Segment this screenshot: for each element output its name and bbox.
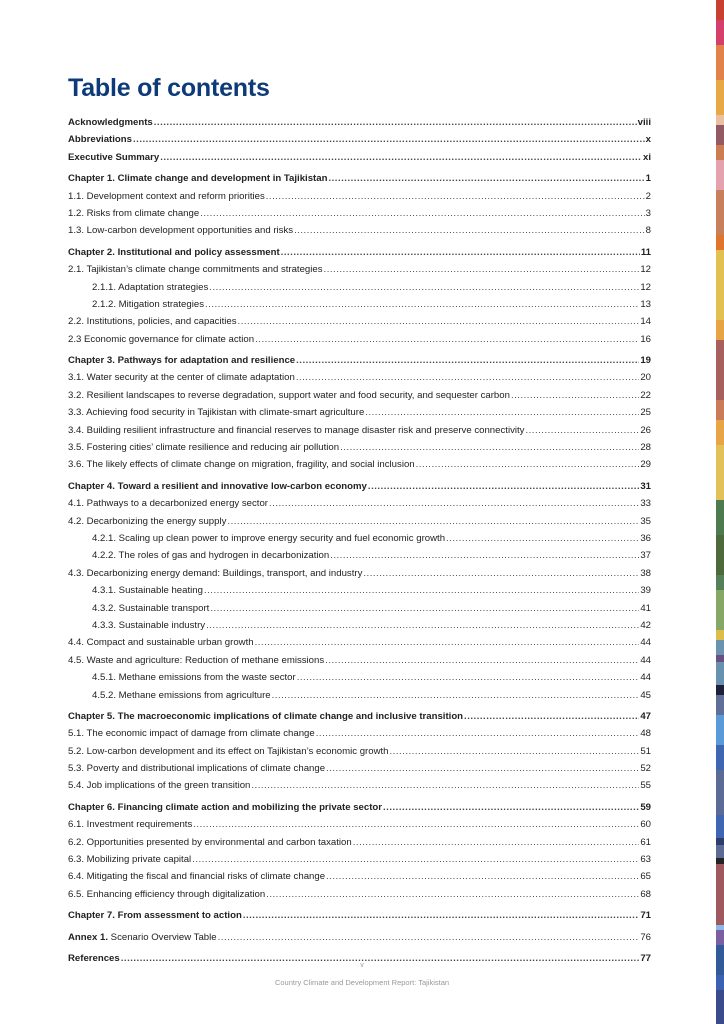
toc-entry[interactable]: [68, 331, 651, 348]
toc-entry-label: 1.1. Development context and reform priorities: [68, 190, 265, 202]
toc-entry-label: 4.5.1. Methane emissions from the waste sector: [92, 672, 296, 684]
strip-segment: [716, 815, 724, 838]
strip-segment: [716, 160, 724, 190]
toc-entry-label: 4.2.2. The roles of gas and hydrogen in decarbonization: [92, 550, 330, 562]
dot-leader: [296, 369, 640, 386]
strip-segment: [716, 575, 724, 590]
dot-leader: [464, 708, 639, 725]
toc-entry[interactable]: [68, 652, 651, 669]
strip-segment: [716, 590, 724, 630]
footer-report-title: Country Climate and Development Report: Tajikistan: [274, 978, 450, 987]
toc-entry-label: 4.3.1. Sustainable heating: [92, 585, 203, 597]
toc-entry[interactable]: [68, 352, 651, 369]
dot-leader: [272, 687, 640, 704]
strip-segment: [716, 115, 724, 125]
toc-entry-label: 5.4. Job implications of the green transition: [68, 780, 251, 792]
toc-entry-label: [68, 929, 217, 946]
dot-leader: [200, 205, 644, 222]
toc-entry-page: 25: [640, 407, 651, 419]
toc-entry-page: 65: [640, 871, 651, 883]
toc-entry-label: 6.2. Opportunities presented by environmental and carbon taxation: [68, 836, 352, 848]
dot-leader: [390, 743, 640, 760]
toc-entry[interactable]: [68, 907, 651, 924]
toc-entry-label: 2.3 Economic governance for climate action: [68, 333, 255, 345]
toc-entry-label: 4.1. Pathways to a decarbonized energy sector: [68, 498, 268, 510]
toc-entry-page: 35: [640, 515, 651, 527]
strip-segment: [716, 695, 724, 715]
toc-entry-label: 4.2. Decarbonizing the energy supply: [68, 515, 227, 527]
strip-segment: [716, 445, 724, 500]
toc-entry-page: xi: [642, 151, 651, 163]
toc-entry-label: 6.5. Enhancing efficiency through digitalization: [68, 888, 266, 900]
toc-entry[interactable]: [68, 760, 651, 777]
dot-leader: [266, 188, 645, 205]
toc-entry-page: 47: [640, 710, 651, 722]
toc-entry[interactable]: [68, 387, 651, 404]
toc-entry-page: 55: [640, 780, 651, 792]
toc-entry-page: 63: [640, 854, 651, 866]
toc-entry[interactable]: [68, 777, 651, 794]
dot-leader: [255, 331, 639, 348]
toc-entry-page: 61: [640, 836, 651, 848]
toc-entry-page: 22: [640, 389, 651, 401]
strip-segment: [716, 630, 724, 640]
toc-entry[interactable]: [68, 279, 651, 296]
strip-segment: [716, 640, 724, 655]
decorative-color-strip: [716, 0, 724, 1024]
toc-entry[interactable]: [68, 222, 651, 239]
strip-segment: [716, 745, 724, 770]
strip-segment: [716, 838, 724, 845]
toc-entry-page: 13: [640, 298, 651, 310]
toc-entry-page: 41: [640, 602, 651, 614]
toc-entry[interactable]: [68, 617, 651, 634]
toc-entry[interactable]: [68, 669, 651, 686]
toc-entry-page: 42: [640, 619, 651, 631]
strip-segment: [716, 45, 724, 80]
dot-leader: [251, 777, 639, 794]
toc-entry-page: 31: [640, 480, 651, 492]
toc-entry[interactable]: [68, 799, 651, 816]
toc-entry-label: 3.5. Fostering cities’ climate resilience and reducing air pollution: [68, 442, 340, 454]
dot-leader: [192, 851, 639, 868]
strip-segment: [716, 20, 724, 45]
toc-entry-page: 44: [640, 637, 651, 649]
annex-title: Scenario Overview Table: [108, 931, 217, 943]
strip-segment: [716, 0, 724, 20]
dot-leader: [206, 617, 639, 634]
strip-segment: [716, 864, 724, 925]
strip-segment: [716, 190, 724, 235]
strip-segment: [716, 250, 724, 320]
toc-entry-label: 1.3. Low-carbon development opportunities and risks: [68, 225, 294, 237]
toc-entry-page: 59: [640, 801, 651, 813]
toc-entry-page: 33: [640, 498, 651, 510]
toc-entry-label: 5.3. Poverty and distributional implications of climate change: [68, 763, 326, 775]
dot-leader: [383, 799, 639, 816]
toc-entry[interactable]: [68, 456, 651, 473]
strip-segment: [716, 420, 724, 445]
toc-entry-label: 6.3. Mobilizing private capital: [68, 854, 192, 866]
toc-entry[interactable]: [68, 313, 651, 330]
toc-entry-label: 3.3. Achieving food security in Tajikistan with climate-smart agriculture: [68, 407, 365, 419]
dot-leader: [269, 495, 639, 512]
toc-entry[interactable]: [68, 582, 651, 599]
toc-entry-label: 2.1.1. Adaptation strategies: [92, 281, 209, 293]
toc-entry[interactable]: [68, 188, 651, 205]
strip-segment: [716, 80, 724, 115]
footer-page-number: v: [360, 962, 364, 969]
dot-leader: [266, 886, 639, 903]
dot-leader: [365, 404, 639, 421]
dot-leader: [363, 565, 639, 582]
toc-entry[interactable]: [68, 170, 651, 187]
toc-entry[interactable]: [68, 149, 651, 166]
strip-segment: [716, 990, 724, 1024]
strip-segment: [716, 770, 724, 815]
toc-entry-page: 51: [640, 745, 651, 757]
toc-entry-page: 20: [640, 372, 651, 384]
toc-entry-page: 19: [640, 355, 651, 367]
dot-leader: [446, 530, 639, 547]
toc-entry[interactable]: [68, 868, 651, 885]
toc-entry[interactable]: [68, 708, 651, 725]
toc-entry-label: 4.2.1. Scaling up clean power to improve energy security and fuel economic growth: [92, 532, 446, 544]
toc-entry-label: References: [68, 952, 120, 964]
toc-entry[interactable]: [68, 131, 651, 148]
dot-leader: [204, 582, 639, 599]
dot-leader: [511, 387, 639, 404]
toc-entry-page: 2: [645, 190, 651, 202]
page-title: Table of contents: [68, 74, 270, 102]
toc-entry-page: 14: [640, 316, 651, 328]
toc-entry-page: 28: [640, 442, 651, 454]
dot-leader: [209, 279, 639, 296]
toc-entry-page: x: [645, 134, 651, 146]
dot-leader: [316, 725, 640, 742]
table-of-contents: [68, 114, 651, 967]
toc-entry-label: 4.5.2. Methane emissions from agriculture: [92, 689, 271, 701]
dot-leader: [154, 114, 637, 131]
toc-entry-page: 11: [640, 246, 651, 258]
dot-leader: [368, 478, 639, 495]
dot-leader: [294, 222, 645, 239]
toc-entry-label: 3.1. Water security at the center of climate adaptation: [68, 372, 295, 384]
strip-segment: [716, 535, 724, 575]
toc-entry[interactable]: [68, 261, 651, 278]
toc-entry-page: 60: [640, 819, 651, 831]
dot-leader: [326, 868, 639, 885]
toc-entry[interactable]: [68, 296, 651, 313]
toc-entry-label: 3.2. Resilient landscapes to reverse degradation, support water and food security, and sequester carbon: [68, 389, 510, 401]
toc-entry-label: 4.4. Compact and sustainable urban growth: [68, 637, 254, 649]
toc-entry[interactable]: [68, 422, 651, 439]
toc-entry-page: 68: [640, 888, 651, 900]
toc-entry-label: Chapter 4. Toward a resilient and innovative low-carbon economy: [68, 480, 367, 492]
strip-segment: [716, 685, 724, 695]
toc-entry-label: 4.3. Decarbonizing energy demand: Buildings, transport, and industry: [68, 567, 363, 579]
toc-entry[interactable]: [68, 404, 651, 421]
toc-entry-page: 38: [640, 567, 651, 579]
toc-entry[interactable]: [68, 725, 651, 742]
strip-segment: [716, 145, 724, 160]
toc-entry[interactable]: [68, 244, 651, 261]
toc-entry-label: 5.1. The economic impact of damage from climate change: [68, 728, 315, 740]
toc-entry-label: 3.6. The likely effects of climate change on migration, fragility, and social inclusion: [68, 459, 415, 471]
toc-entry-page: 48: [640, 728, 651, 740]
dot-leader: [416, 456, 640, 473]
dot-leader: [238, 313, 640, 330]
toc-entry[interactable]: [68, 816, 651, 833]
dot-leader: [328, 170, 644, 187]
toc-entry[interactable]: [68, 439, 651, 456]
strip-segment: [716, 340, 724, 400]
dot-leader: [324, 261, 640, 278]
annex-label: Annex 1.: [68, 931, 108, 943]
toc-entry-label: 2.2. Institutions, policies, and capacities: [68, 316, 237, 328]
toc-entry-page: 36: [640, 532, 651, 544]
strip-segment: [716, 715, 724, 745]
toc-entry[interactable]: [68, 600, 651, 617]
toc-entry[interactable]: [68, 369, 651, 386]
strip-segment: [716, 320, 724, 340]
toc-entry[interactable]: [68, 495, 651, 512]
dot-leader: [296, 352, 639, 369]
toc-entry-page: 52: [640, 763, 651, 775]
toc-entry-label: Executive Summary: [68, 151, 160, 163]
toc-entry[interactable]: [68, 687, 651, 704]
dot-leader: [193, 816, 639, 833]
dot-leader: [133, 131, 645, 148]
dot-leader: [330, 547, 639, 564]
toc-entry-label: 6.4. Mitigating the fiscal and financial risks of climate change: [68, 871, 326, 883]
strip-segment: [716, 125, 724, 145]
toc-entry[interactable]: [68, 886, 651, 903]
toc-entry-label: Chapter 6. Financing climate action and mobilizing the private sector: [68, 801, 382, 813]
toc-entry[interactable]: [68, 205, 651, 222]
toc-entry[interactable]: [68, 478, 651, 495]
strip-segment: [716, 655, 724, 662]
toc-entry-label: Chapter 2. Institutional and policy assessment: [68, 246, 280, 258]
toc-entry-page: 44: [640, 654, 651, 666]
toc-entry-label: 6.1. Investment requirements: [68, 819, 193, 831]
toc-entry-page: 16: [640, 333, 651, 345]
toc-entry-label: 2.1.2. Mitigation strategies: [92, 298, 204, 310]
toc-entry-page: 8: [645, 225, 651, 237]
strip-segment: [716, 945, 724, 975]
toc-entry[interactable]: [68, 929, 651, 946]
toc-entry-page: 71: [640, 910, 651, 922]
toc-entry-page: 12: [640, 264, 651, 276]
strip-segment: [716, 930, 724, 945]
dot-leader: [325, 652, 639, 669]
toc-entry-label: Abbreviations: [68, 134, 132, 146]
toc-entry-label: 1.2. Risks from climate change: [68, 207, 200, 219]
toc-entry-page: 1: [645, 173, 651, 185]
dot-leader: [281, 244, 640, 261]
toc-entry-page: 29: [640, 459, 651, 471]
toc-entry[interactable]: [68, 114, 651, 131]
strip-segment: [716, 845, 724, 858]
toc-entry[interactable]: [68, 565, 651, 582]
toc-entry-page: 77: [640, 952, 651, 964]
toc-entry-label: Chapter 1. Climate change and development in Tajikistan: [68, 173, 328, 185]
toc-entry-label: 4.5. Waste and agriculture: Reduction of methane emissions: [68, 654, 325, 666]
toc-entry-page: 26: [640, 424, 651, 436]
toc-entry-label: 4.3.3. Sustainable industry: [92, 619, 206, 631]
strip-segment: [716, 400, 724, 420]
dot-leader: [326, 760, 639, 777]
toc-entry[interactable]: [68, 834, 651, 851]
toc-entry-label: 3.4. Building resilient infrastructure and financial reserves to manage disaster risk and preserve connectivity: [68, 424, 525, 436]
strip-segment: [716, 235, 724, 250]
toc-entry-label: 4.3.2. Sustainable transport: [92, 602, 210, 614]
toc-entry-page: 76: [640, 931, 651, 943]
strip-segment: [716, 975, 724, 990]
toc-entry[interactable]: [68, 743, 651, 760]
strip-segment: [716, 500, 724, 535]
toc-entry[interactable]: [68, 513, 651, 530]
dot-leader: [243, 907, 640, 924]
toc-entry-page: 12: [640, 281, 651, 293]
dot-leader: [227, 513, 639, 530]
dot-leader: [205, 296, 639, 313]
dot-leader: [340, 439, 639, 456]
toc-entry-page: 3: [645, 207, 651, 219]
toc-entry[interactable]: [68, 547, 651, 564]
dot-leader: [297, 669, 640, 686]
dot-leader: [210, 600, 639, 617]
toc-entry-page: 39: [640, 585, 651, 597]
strip-segment: [716, 662, 724, 685]
toc-entry-label: Chapter 7. From assessment to action: [68, 910, 242, 922]
toc-entry-label: Chapter 5. The macroeconomic implications of climate change and inclusive transition: [68, 710, 464, 722]
dot-leader: [353, 834, 640, 851]
toc-entry-page: 37: [640, 550, 651, 562]
dot-leader: [525, 422, 639, 439]
dot-leader: [160, 149, 642, 166]
toc-entry-label: Chapter 3. Pathways for adaptation and resilience: [68, 355, 296, 367]
toc-entry-label: Acknowledgments: [68, 117, 153, 128]
toc-entry[interactable]: [68, 851, 651, 868]
toc-entry-label: 2.1. Tajikistan’s climate change commitments and strategies: [68, 264, 323, 276]
toc-entry-page: 44: [640, 672, 651, 684]
dot-leader: [255, 634, 640, 651]
toc-entry[interactable]: [68, 634, 651, 651]
dot-leader: [218, 929, 640, 946]
toc-entry[interactable]: [68, 530, 651, 547]
toc-entry-page: viii: [637, 117, 651, 128]
toc-entry-page: 45: [640, 689, 651, 701]
toc-entry-label: 5.2. Low-carbon development and its effect on Tajikistan’s economic growth: [68, 745, 389, 757]
